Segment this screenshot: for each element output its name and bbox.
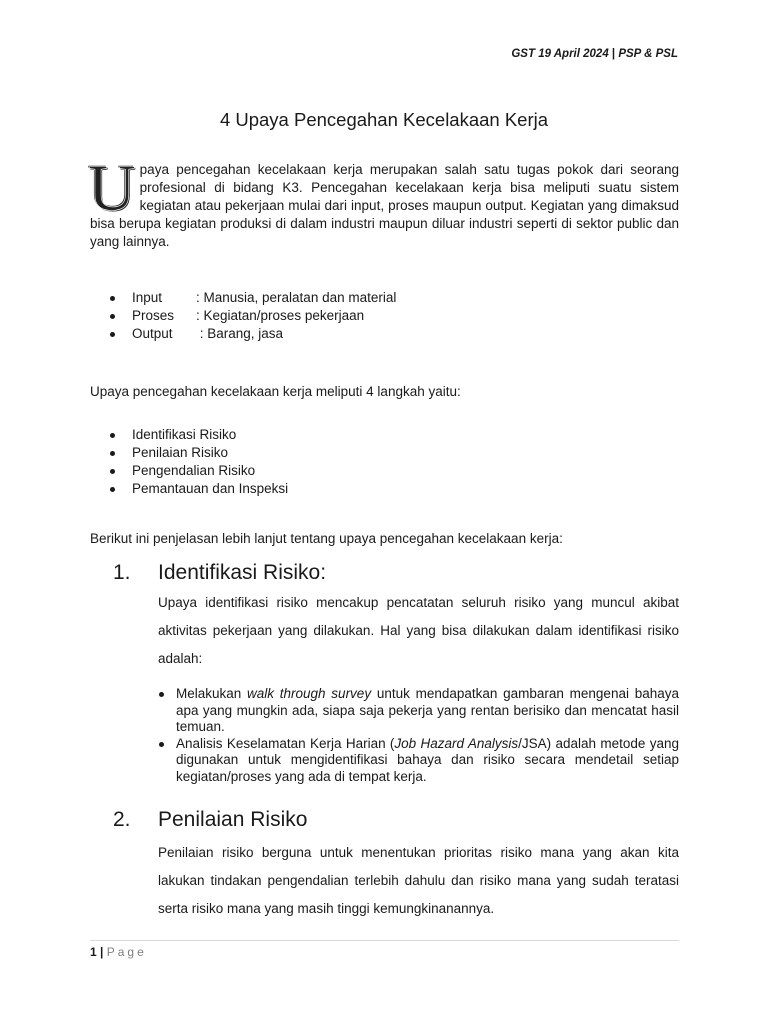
bullet-emphasis: Job Hazard Analysis <box>394 735 519 751</box>
list-item <box>108 325 396 343</box>
section-1-heading <box>113 561 326 585</box>
section-title: Identifikasi Risiko: <box>158 561 327 584</box>
steps-intro: Upaya pencegahan kecelakaan kerja meliputi 4 langkah yaitu: <box>90 384 461 399</box>
page-label: Page <box>106 945 147 959</box>
section-title: Penilaian Risiko <box>158 808 308 831</box>
list-item <box>108 307 396 325</box>
page-number: 1 <box>90 945 97 959</box>
io-value: : Kegiatan/proses pekerjaan <box>196 308 365 323</box>
list-item: Identifikasi Risiko <box>108 426 288 444</box>
header-date: GST 19 April 2024 <box>511 48 609 60</box>
io-list <box>108 289 396 343</box>
section-2-heading <box>113 808 307 832</box>
io-key: Output <box>132 326 173 341</box>
bullet-text: /JSA) adalah metode yang digunakan untuk mengidentifikasi bahaya dan risiko secara mendetail setiap kegiatan/proses yang ada di tempat kerja. <box>176 735 679 784</box>
list-item <box>158 736 679 786</box>
header-program: PSP & PSL <box>618 48 678 60</box>
io-value: : Barang, jasa <box>196 326 284 341</box>
section-number: 1. <box>113 561 131 584</box>
list-item: Pengendalian Risiko <box>108 462 288 480</box>
io-key: Input <box>132 290 163 305</box>
footer-divider <box>90 940 679 941</box>
page-footer <box>90 945 147 959</box>
section-1-body: Upaya identifikasi risiko mencakup pencatatan seluruh risiko yang muncul akibat aktivitas pekerjaan yang dilakukan. Hal yang bisa dilakukan dalam identifikasi risiko adalah: <box>158 595 679 666</box>
page-header <box>511 48 678 60</box>
intro-text: paya pencegahan kecelakaan kerja merupakan salah satu tugas pokok dari seorang profesional di bidang K3. Pencegahan kecelakaan kerja bisa meliputi suatu sistem kegiatan atau pekerjaan mulai dari input, proses maupun output. Kegiatan yang dimaksud bisa berupa kegiatan produksi di dalam industri maupun diluar industri seperti di sektor public dan yang lainnya. <box>90 162 679 249</box>
bullet-emphasis: walk through survey <box>247 686 372 701</box>
list-item <box>108 289 396 307</box>
list-item: Pemantauan dan Inspeksi <box>108 480 288 498</box>
intro-paragraph <box>88 152 679 251</box>
section-number: 2. <box>113 808 131 831</box>
list-item: Penilaian Risiko <box>108 444 288 462</box>
bullet-text: Analisis Keselamatan Kerja Harian ( <box>176 735 395 751</box>
document-title: 4 Upaya Pencegahan Kecelakaan Kerja <box>219 109 549 130</box>
steps-list <box>108 426 288 498</box>
io-key: Proses <box>132 308 175 323</box>
io-value: : Manusia, peralatan dan material <box>196 290 397 305</box>
explain-intro: Berikut ini penjelasan lebih lanjut tentang upaya pencegahan kecelakaan kerja: <box>90 531 563 546</box>
list-item <box>158 686 679 736</box>
bullet-text: untuk mendapatkan gambaran mengenai bahaya apa yang mungkin ada, siapa saja pekerja yang rentan berisiko dan mencatat hasil temuan. <box>176 686 679 734</box>
section-1-bullets <box>158 686 679 785</box>
bullet-text: Melakukan <box>176 686 248 701</box>
drop-cap: U <box>88 152 136 225</box>
header-separator: | <box>608 48 619 60</box>
section-2-body: Penilaian risiko berguna untuk menentukan prioritas risiko mana yang akan kita lakukan tindakan pengendalian terlebih dahulu dan risiko mana yang sudah teratasi serta risiko mana yang masih tinggi kemungkinanannya. <box>158 845 679 916</box>
footer-separator: | <box>96 945 107 959</box>
